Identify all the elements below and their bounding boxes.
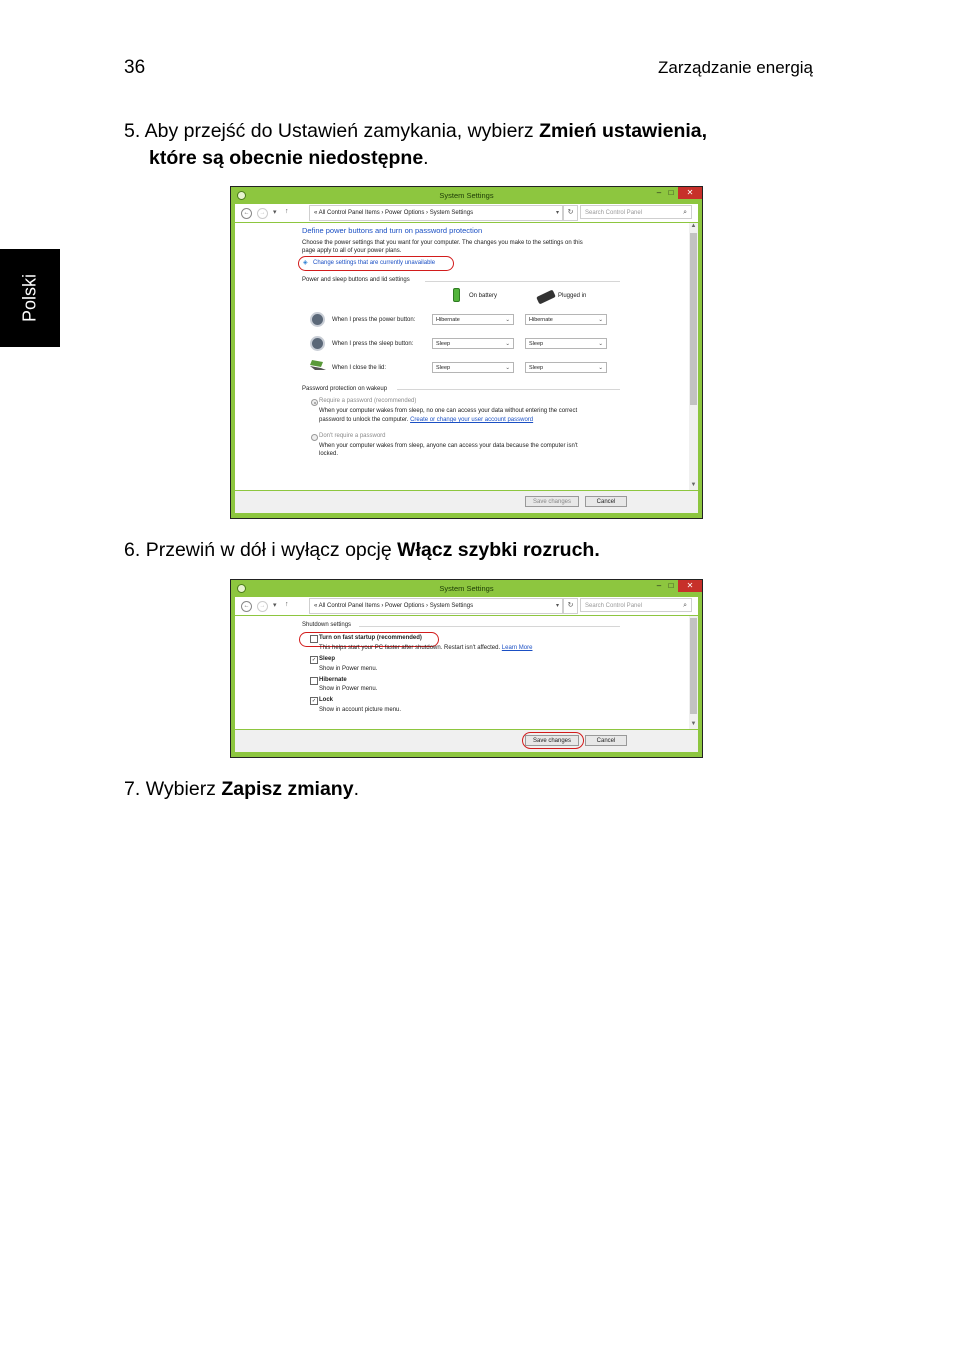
fast-startup-checkbox[interactable] (310, 635, 318, 643)
search-placeholder: Search Control Panel (585, 210, 643, 216)
save-changes-button[interactable]: Save changes (525, 735, 579, 746)
title-bar (231, 580, 702, 597)
back-arrow-icon[interactable]: ← (241, 208, 252, 219)
vertical-scrollbar[interactable] (689, 223, 698, 490)
plug-icon (536, 290, 556, 305)
recent-chevron-icon[interactable]: ▾ (273, 602, 277, 609)
sleep-checkbox[interactable] (310, 656, 318, 664)
hibernate-checkbox[interactable] (310, 677, 318, 685)
shield-icon: ◈ (303, 260, 308, 266)
chevron-down-icon: ⌄ (505, 341, 510, 347)
step-text: Wybierz (145, 778, 216, 800)
minimize-button[interactable]: – (656, 188, 662, 197)
step-bold-text: Zmień ustawienia, (539, 120, 708, 142)
lock-label: Lock (319, 697, 334, 703)
step-6 (124, 537, 809, 564)
step-end: . (423, 147, 429, 169)
search-placeholder: Search Control Panel (585, 603, 643, 609)
chevron-down-icon: ⌄ (598, 365, 603, 371)
divider (397, 389, 620, 390)
scrollbar-thumb[interactable] (690, 618, 697, 714)
maximize-button[interactable]: □ (668, 581, 674, 590)
select-value: Sleep (529, 341, 544, 347)
lid-plugged-select[interactable] (525, 362, 607, 373)
row-label: When I press the sleep button: (332, 341, 414, 347)
step-number: 6. (124, 539, 141, 561)
title-bar (231, 187, 702, 204)
learn-more-link[interactable]: Learn More (501, 645, 533, 651)
sleep-plugged-select[interactable] (525, 338, 607, 349)
section-label: Shutdown settings (302, 622, 352, 628)
section-label: Password protection on wakeup (302, 386, 388, 392)
desc-text: This helps start your PC faster after shutdown. Restart isn't affected. (319, 645, 501, 651)
cancel-button[interactable]: Cancel (585, 735, 627, 746)
window-title: System Settings (439, 584, 494, 593)
chapter-title: Zarządzanie energią (658, 58, 813, 77)
page-heading: Define power buttons and turn on password protection (302, 226, 483, 235)
select-value: Hibernate (529, 317, 553, 323)
require-password-radio[interactable] (311, 399, 318, 406)
breadcrumb-text: « All Control Panel Items › Power Options › System Settings (314, 210, 474, 216)
scrollbar-thumb[interactable] (690, 233, 697, 405)
no-password-label: Don't require a password (319, 433, 386, 439)
on-battery-label: On battery (469, 293, 498, 299)
plugged-in-label: Plugged in (558, 293, 587, 299)
no-password-desc: When your computer wakes from sleep, anyone can access your data because the computer isn't (319, 443, 578, 449)
search-icon[interactable]: ⌕ (683, 602, 687, 609)
address-bar (235, 597, 698, 615)
vertical-scrollbar[interactable] (689, 616, 698, 729)
select-value: Hibernate (436, 317, 460, 323)
fast-startup-label: Turn on fast startup (recommended) (319, 635, 422, 641)
up-arrow-icon[interactable]: ↑ (285, 601, 289, 608)
select-value: Sleep (436, 341, 451, 347)
dialog-footer (235, 491, 698, 513)
intro-text: Choose the power settings that you want for your computer. The changes you make to the settings on this (302, 240, 583, 246)
recent-chevron-icon[interactable]: ▾ (273, 209, 277, 216)
no-password-desc: locked. (319, 451, 339, 457)
row-label: When I press the power button: (332, 317, 416, 323)
power-battery-select[interactable] (432, 314, 514, 325)
language-tab-label: Polski (19, 273, 40, 323)
require-password-label: Require a password (recommended) (319, 398, 417, 404)
page-number: 36 (124, 57, 146, 78)
chevron-down-icon: ⌄ (505, 365, 510, 371)
sleep-button-icon (310, 336, 325, 351)
step-bold-text: Włącz szybki rozruch. (397, 539, 600, 561)
search-input[interactable] (580, 205, 692, 219)
no-password-radio[interactable] (311, 434, 318, 441)
divider (425, 281, 620, 282)
maximize-button[interactable]: □ (668, 188, 674, 197)
power-plugged-select[interactable] (525, 314, 607, 325)
step-text: Przewiń w dół i wyłącz opcję (145, 539, 392, 561)
up-arrow-icon[interactable]: ↑ (285, 208, 289, 215)
chevron-down-icon[interactable]: ▾ (555, 603, 559, 609)
require-password-desc (319, 417, 533, 423)
close-button[interactable]: ✕ (678, 580, 702, 592)
step-end: . (353, 778, 359, 800)
cancel-button[interactable]: Cancel (585, 496, 627, 507)
section-label: Power and sleep buttons and lid settings (302, 277, 410, 283)
back-arrow-icon[interactable]: ← (241, 601, 252, 612)
forward-arrow-icon[interactable]: → (257, 208, 268, 219)
sleep-label: Sleep (319, 656, 336, 662)
settings-content (235, 223, 698, 490)
breadcrumb[interactable] (309, 598, 563, 614)
search-input[interactable] (580, 598, 692, 612)
language-tab (0, 249, 60, 347)
scroll-down-icon[interactable]: ▼ (690, 482, 697, 488)
lid-battery-select[interactable] (432, 362, 514, 373)
minimize-button[interactable]: – (656, 581, 662, 590)
dialog-footer (235, 730, 698, 752)
select-value: Sleep (436, 365, 451, 371)
sleep-battery-select[interactable] (432, 338, 514, 349)
step-text: Aby przejść do Ustawień zamykania, wybierz (144, 120, 534, 142)
system-settings-window (230, 579, 703, 758)
search-icon[interactable]: ⌕ (683, 209, 687, 216)
chevron-down-icon: ⌄ (598, 341, 603, 347)
refresh-icon[interactable]: ↻ (563, 598, 578, 614)
forward-arrow-icon[interactable]: → (257, 601, 268, 612)
chevron-down-icon: ⌄ (598, 317, 603, 323)
chevron-down-icon: ⌄ (505, 317, 510, 323)
step-5 (124, 118, 809, 172)
scroll-down-icon[interactable]: ▼ (690, 721, 697, 727)
window-title: System Settings (439, 191, 494, 200)
laptop-lid-icon (310, 359, 326, 371)
refresh-icon[interactable]: ↻ (563, 205, 578, 221)
hibernate-label: Hibernate (319, 677, 347, 683)
require-password-desc: When your computer wakes from sleep, no one can access your data without entering the correct (319, 408, 578, 414)
sleep-desc: Show in Power menu. (319, 666, 378, 672)
step-bold-text: które są obecnie niedostępne (149, 147, 424, 169)
create-password-link[interactable]: Create or change your user account password (410, 417, 534, 423)
step-number: 7. (124, 778, 141, 800)
step-bold-text: Zapisz zmiany (221, 778, 354, 800)
save-changes-button[interactable]: Save changes (525, 496, 579, 507)
fast-startup-desc (319, 645, 532, 651)
lock-desc: Show in account picture menu. (319, 707, 402, 713)
system-settings-window (230, 186, 703, 519)
row-label: When I close the lid: (332, 365, 387, 371)
intro-text: page apply to all of your power plans. (302, 248, 402, 254)
change-settings-link[interactable]: Change settings that are currently unavailable (313, 260, 436, 266)
chevron-down-icon[interactable]: ▾ (555, 210, 559, 216)
lock-checkbox[interactable] (310, 697, 318, 705)
check-icon: ✓ (311, 698, 317, 704)
breadcrumb-text: « All Control Panel Items › Power Options › System Settings (314, 603, 474, 609)
breadcrumb[interactable] (309, 205, 563, 221)
address-bar (235, 204, 698, 222)
settings-content (235, 616, 698, 729)
scroll-up-icon[interactable]: ▲ (690, 223, 697, 229)
step-number: 5. (124, 120, 141, 142)
close-button[interactable]: ✕ (678, 187, 702, 199)
battery-icon (453, 288, 460, 302)
hibernate-desc: Show in Power menu. (319, 686, 378, 692)
divider (359, 626, 620, 627)
step-7 (124, 776, 809, 803)
power-button-icon (310, 312, 325, 327)
check-icon: ✓ (311, 657, 317, 663)
desc-text: password to unlock the computer. (319, 417, 409, 423)
select-value: Sleep (529, 365, 544, 371)
